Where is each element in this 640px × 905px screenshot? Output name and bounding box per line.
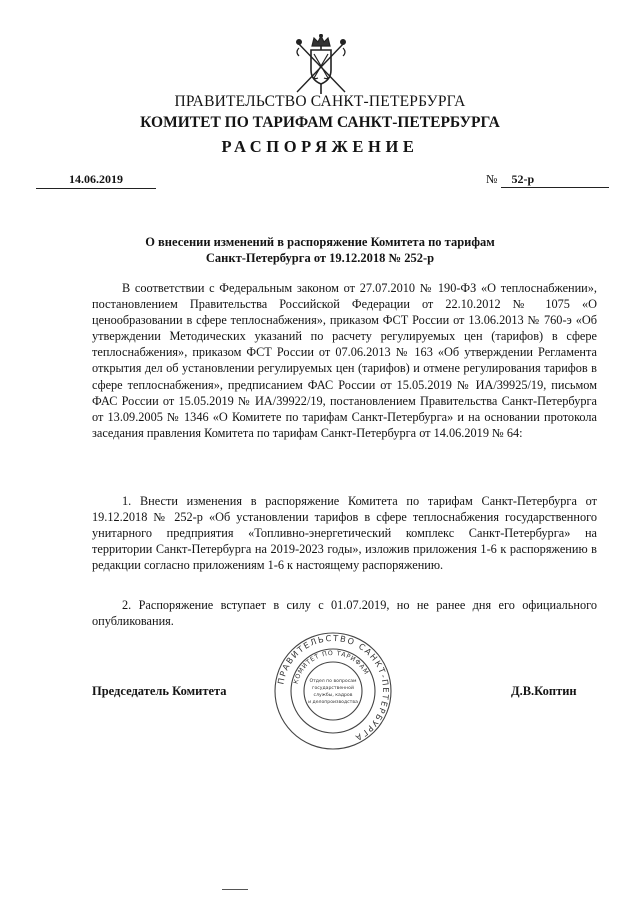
document-title xyxy=(60,234,580,266)
coat-of-arms-icon xyxy=(293,34,349,96)
government-name: ПРАВИТЕЛЬСТВО САНКТ-ПЕТЕРБУРГА xyxy=(174,93,466,110)
official-stamp xyxy=(272,630,394,752)
document-date: 14.06.2019 xyxy=(36,172,156,189)
document-type: РАСПОРЯЖЕНИЕ xyxy=(221,137,419,156)
footer-rule xyxy=(222,889,248,890)
preamble-paragraph: В соответствии с Федеральным законом от 27.07.2010 № 190-ФЗ «О теплоснабжении», постановлением Правительства Российской Федерации от 22.10.2012 № 1075 «О ценообразовании в сфере теплоснабжения», приказом ФСТ России от 13.06.2013 № 760-э «Об утверждении Методических указаний по расчету регулируемых цен (тарифов) в сфере теплоснабжения», приказом ФСТ России от 07.06.2013 № 163 «Об утверждении Регламента открытия дел об установлении регулируемых цен (тарифов) и отмене регулирования тарифов в сфере теплоснабжения», предписанием ФАС России от 15.05.2019 № ИА/39925/19, письмом ФАС России от 15.05.2019 № ИА/39922/19, постановлением Правительства Санкт-Петербурга от 13.09.2005 № 1346 «О Комитете по тарифам Санкт-Петербурга» и на основании протокола заседания правления Комитета по тарифам Санкт-Петербурга от 14.06.2019 № 64: xyxy=(92,281,597,440)
title-line-2: Санкт-Петербурга от 19.12.2018 № 252-р xyxy=(205,251,435,265)
stamp-inner-text: КОМИТЕТ ПО ТАРИФАМ xyxy=(292,649,370,685)
document-number: 52-р xyxy=(501,172,609,188)
stamp-center-line: государственной xyxy=(312,686,354,691)
stamp-center-line: и делопроизводства xyxy=(308,700,358,705)
signatory-name: Д.В.Коптин xyxy=(511,684,577,698)
signatory-position: Председатель Комитета xyxy=(92,684,227,698)
stamp-center-line: службы, кадров xyxy=(313,693,353,698)
order-item-2: 2. Распоряжение вступает в силу с 01.07.2019, но не ранее дня его официального опубликования. xyxy=(92,598,597,629)
document-number-block xyxy=(486,172,609,188)
title-line-1: О внесении изменений в распоряжение Комитета по тарифам xyxy=(145,235,495,249)
order-item-1: 1. Внести изменения в распоряжение Комитета по тарифам Санкт-Петербурга от 19.12.2018 № 252-р «Об установлении тарифов в сфере теплоснабжения государственного унитарного предприятия «Топливно-энергетический комплекс Санкт-Петербурга» на территории Санкт-Петербурга на 2019-2023 годы», изложив приложения 1-6 к распоряжению в редакции согласно приложениям 1-6 к настоящему распоряжению. xyxy=(92,494,597,573)
stamp-center-line: Отдел по вопросам xyxy=(309,679,357,684)
committee-name: КОМИТЕТ ПО ТАРИФАМ САНКТ-ПЕТЕРБУРГА xyxy=(140,114,500,131)
number-sign: № xyxy=(486,172,498,186)
stamp-outer-text: ПРАВИТЕЛЬСТВО САНКТ-ПЕТЕРБУРГА xyxy=(275,632,392,744)
